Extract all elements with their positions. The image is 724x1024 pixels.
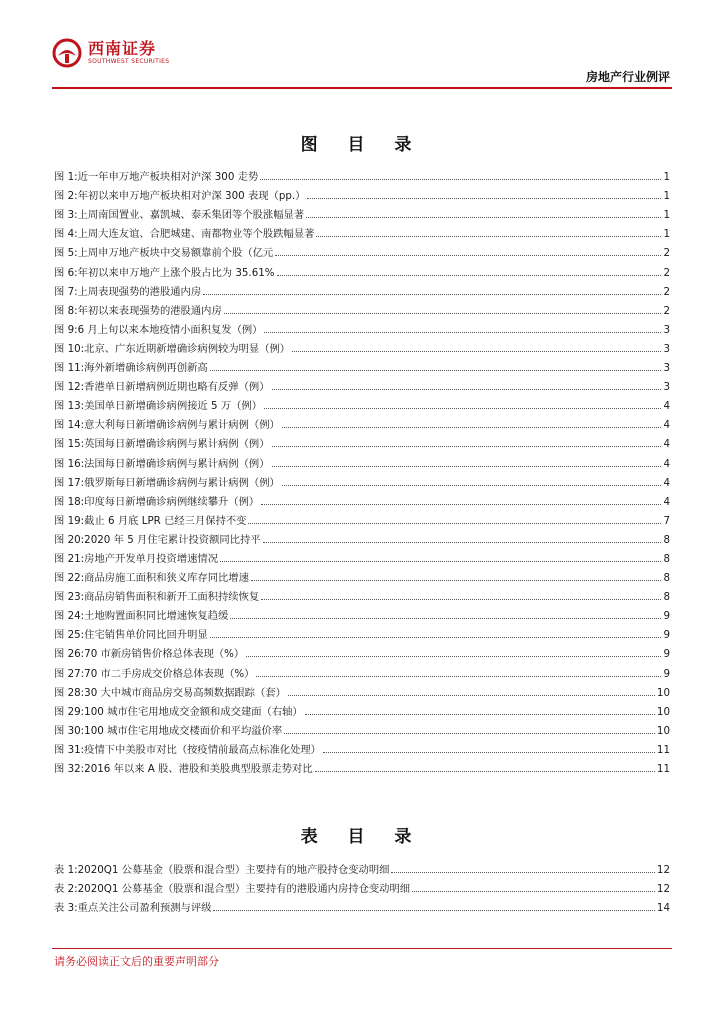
toc-entry-number: 图 2: <box>54 190 78 203</box>
header-divider <box>52 87 672 89</box>
toc-entry-number: 图 12: <box>54 381 85 394</box>
toc-entry-page: 1 <box>663 171 670 184</box>
toc-entry-page: 10 <box>656 686 670 699</box>
toc-leader-dots <box>203 294 661 295</box>
toc-leader-dots <box>307 198 661 199</box>
figure-toc-entry[interactable] <box>54 259 670 278</box>
toc-leader-dots <box>284 733 655 734</box>
toc-leader-dots <box>391 872 654 873</box>
toc-entry-title: 重点关注公司盈利预测与评级 <box>77 902 212 915</box>
toc-entry-page: 14 <box>656 902 670 915</box>
toc-entry-page: 3 <box>663 362 670 375</box>
toc-leader-dots <box>282 485 662 486</box>
toc-entry-number: 图 19: <box>54 514 85 527</box>
toc-entry-number: 图 32: <box>54 763 85 775</box>
figure-toc-entry[interactable] <box>54 279 670 298</box>
toc-entry-title: 2020Q1 公募基金（股票和混合型）主要持有的港股通内房持仓变动明细 <box>77 883 411 896</box>
toc-entry-title: 法国每日新增确诊病例与累计病例（例） <box>84 457 270 470</box>
toc-leader-dots <box>412 891 655 892</box>
figures-toc-title: 图 目 录 <box>300 135 424 155</box>
toc-leader-dots <box>230 618 661 619</box>
toc-entry-page: 2 <box>663 266 670 279</box>
table-toc-entry[interactable] <box>54 895 670 914</box>
toc-entry-page: 8 <box>663 572 670 585</box>
figure-toc-entry[interactable] <box>54 202 670 221</box>
toc-entry-title: 100 城市住宅用地成交楼面价和平均溢价率 <box>84 724 283 737</box>
figure-toc-entry[interactable] <box>54 565 670 584</box>
toc-entry-page: 1 <box>663 228 670 241</box>
toc-entry-title: 2020Q1 公募基金（股票和混合型）主要持有的地产股持仓变动明细 <box>77 864 390 877</box>
figure-toc-entry[interactable] <box>54 221 670 240</box>
toc-entry-number: 图 3: <box>54 209 78 222</box>
page-header <box>52 30 672 88</box>
toc-entry-number: 图 15: <box>54 438 85 451</box>
figure-toc-entry[interactable] <box>54 355 670 374</box>
toc-entry-page: 9 <box>663 667 670 680</box>
toc-leader-dots <box>306 217 661 218</box>
tables-toc-title: 表 目 录 <box>300 827 424 847</box>
figure-toc-entry[interactable] <box>54 336 670 355</box>
figure-toc-entry[interactable] <box>54 527 670 546</box>
toc-leader-dots <box>210 637 662 638</box>
figure-toc-entry[interactable] <box>54 240 670 259</box>
toc-entry-title: 2020 年 5 月住宅累计投资额同比持平 <box>84 533 261 546</box>
figure-toc-entry[interactable] <box>54 431 670 450</box>
figure-toc-entry[interactable] <box>54 470 670 489</box>
toc-entry-title: 商品房施工面积和狭义库存同比增速 <box>84 572 249 585</box>
figure-toc-entry[interactable] <box>54 164 670 183</box>
toc-leader-dots <box>260 179 661 180</box>
toc-entry-page: 4 <box>663 476 670 489</box>
toc-entry-title: 北京、广东近期新增确诊病例较为明显（例） <box>84 342 291 355</box>
toc-entry-page: 9 <box>663 629 670 642</box>
toc-entry-number: 图 14: <box>54 419 85 432</box>
toc-entry-title: 年初以来表现强势的港股通内房 <box>77 304 222 317</box>
toc-entry-title: 30 大中城市商品房交易高频数据跟踪（套） <box>84 686 286 699</box>
toc-entry-title: 2016 年以来 A 股、港股和美股典型股票走势对比 <box>84 763 313 775</box>
tables-toc-list <box>54 857 670 914</box>
toc-leader-dots <box>282 427 662 428</box>
toc-entry-number: 图 11: <box>54 362 85 375</box>
toc-entry-number: 图 30: <box>54 724 85 737</box>
toc-entry-page: 3 <box>663 342 670 355</box>
toc-entry-number: 图 27: <box>54 667 85 680</box>
toc-entry-title: 土地购置面积同比增速恢复趋缓 <box>84 610 229 623</box>
figure-toc-entry[interactable] <box>54 374 670 393</box>
toc-entry-page: 1 <box>663 190 670 203</box>
toc-entry-page: 2 <box>663 304 670 317</box>
toc-entry-number: 图 20: <box>54 533 85 546</box>
toc-entry-title: 近一年申万地产板块相对沪深 300 走势 <box>77 171 259 184</box>
toc-entry-page: 7 <box>663 514 670 527</box>
toc-leader-dots <box>246 656 661 657</box>
toc-entry-title: 年初以来申万地产上涨个股占比为 35.61% <box>77 266 275 279</box>
toc-entry-number: 表 3: <box>54 902 78 915</box>
figure-toc-entry[interactable] <box>54 183 670 202</box>
toc-entry-page: 9 <box>663 648 670 661</box>
toc-entry-number: 图 24: <box>54 610 85 623</box>
toc-entry-title: 香港单日新增病例近期也略有反弹（例） <box>84 381 270 394</box>
brand-logo <box>52 38 169 68</box>
toc-entry-number: 图 18: <box>54 495 85 508</box>
toc-entry-page: 4 <box>663 495 670 508</box>
toc-entry-number: 图 21: <box>54 552 85 565</box>
toc-entry-number: 图 9: <box>54 323 78 336</box>
toc-entry-title: 上周表现强势的港股通内房 <box>77 285 202 298</box>
toc-leader-dots <box>272 446 662 447</box>
toc-entry-page: 9 <box>663 610 670 623</box>
toc-entry-title: 商品房销售面积和新开工面积持续恢复 <box>84 591 260 604</box>
figure-toc-entry[interactable] <box>54 603 670 622</box>
figure-toc-entry[interactable] <box>54 699 670 718</box>
toc-entry-title: 海外新增确诊病例再创新高 <box>84 362 208 375</box>
toc-leader-dots <box>323 752 655 753</box>
toc-leader-dots <box>264 408 661 409</box>
toc-entry-title: 截止 6 月底 LPR 已经三月保持不变 <box>84 514 247 527</box>
figure-toc-entry[interactable] <box>54 680 670 699</box>
toc-leader-dots <box>305 714 655 715</box>
toc-leader-dots <box>272 389 662 390</box>
toc-leader-dots <box>315 771 655 772</box>
report-type: 房地产行业例评 <box>585 70 670 84</box>
toc-entry-title: 6 月上旬以来本地疫情小面积复发（例） <box>77 323 263 336</box>
figure-toc-entry[interactable] <box>54 393 670 412</box>
toc-entry-number: 图 31: <box>54 743 85 756</box>
toc-entry-number: 图 16: <box>54 457 85 470</box>
toc-entry-page: 4 <box>663 438 670 451</box>
toc-entry-number: 图 23: <box>54 591 85 604</box>
toc-leader-dots <box>220 561 661 562</box>
figure-toc-entry[interactable] <box>54 584 670 603</box>
figure-toc-entry[interactable] <box>54 622 670 641</box>
toc-leader-dots <box>277 275 662 276</box>
toc-leader-dots <box>316 236 661 237</box>
figure-toc-entry[interactable] <box>54 641 670 660</box>
toc-leader-dots <box>264 332 661 333</box>
toc-entry-title: 俄罗斯每日新增确诊病例与累计病例（例） <box>84 476 280 489</box>
figure-toc-entry[interactable] <box>54 508 670 527</box>
toc-entry-title: 意大利每日新增确诊病例与累计病例（例） <box>84 419 280 432</box>
figures-toc-list <box>54 164 670 775</box>
toc-entry-page: 2 <box>663 285 670 298</box>
toc-leader-dots <box>272 466 662 467</box>
footer-divider <box>52 948 672 949</box>
toc-entry-page: 10 <box>656 705 670 718</box>
toc-entry-number: 图 22: <box>54 572 85 585</box>
toc-leader-dots <box>248 523 661 524</box>
toc-entry-number: 图 29: <box>54 705 85 718</box>
toc-entry-page: 1 <box>663 209 670 222</box>
toc-entry-page: 8 <box>663 552 670 565</box>
toc-entry-title: 上周大连友谊、合肥城建、南都物业等个股跌幅显著 <box>77 228 315 241</box>
toc-leader-dots <box>256 676 661 677</box>
toc-entry-page: 8 <box>663 591 670 604</box>
table-toc-entry[interactable] <box>54 876 670 895</box>
toc-leader-dots <box>261 599 661 600</box>
toc-entry-page: 4 <box>663 457 670 470</box>
figure-toc-entry[interactable] <box>54 737 670 756</box>
toc-entry-title: 年初以来申万地产板块相对沪深 300 表现（pp.） <box>77 190 306 203</box>
toc-entry-title: 房地产开发单月投资增速情况 <box>84 552 219 565</box>
toc-entry-title: 70 市新房销售价格总体表现（%） <box>84 648 245 661</box>
toc-entry-title: 印度每日新增确诊病例继续攀升（例） <box>84 495 260 508</box>
toc-entry-page: 4 <box>663 419 670 432</box>
toc-leader-dots <box>224 313 662 314</box>
toc-entry-number: 图 13: <box>54 400 85 413</box>
toc-leader-dots <box>263 542 662 543</box>
toc-entry-title: 美国单日新增确诊病例接近 5 万（例） <box>84 400 263 413</box>
toc-entry-number: 图 26: <box>54 648 85 661</box>
figure-toc-entry[interactable] <box>54 412 670 431</box>
toc-entry-number: 图 7: <box>54 285 78 298</box>
brand-name-en: SOUTHWEST SECURITIES <box>88 58 170 65</box>
toc-leader-dots <box>210 370 662 371</box>
brand-name-cn: 西南证券 <box>88 39 157 58</box>
toc-entry-page: 3 <box>663 381 670 394</box>
toc-entry-page: 8 <box>663 533 670 546</box>
toc-entry-number: 图 28: <box>54 686 85 699</box>
toc-leader-dots <box>213 910 654 911</box>
footer-disclaimer: 请务必阅读正文后的重要声明部分 <box>54 955 219 968</box>
toc-leader-dots <box>251 580 662 581</box>
figure-toc-entry[interactable] <box>54 450 670 469</box>
toc-entry-number: 图 10: <box>54 342 85 355</box>
toc-leader-dots <box>292 351 661 352</box>
toc-entry-number: 图 17: <box>54 476 85 489</box>
brand-logo-icon <box>52 38 82 68</box>
toc-leader-dots <box>275 255 661 256</box>
toc-entry-number: 图 25: <box>54 629 85 642</box>
figure-toc-entry[interactable] <box>54 546 670 565</box>
toc-entry-number: 图 4: <box>54 228 78 241</box>
toc-entry-number: 表 2: <box>54 883 78 896</box>
toc-entry-title: 上周南国置业、嘉凯城、泰禾集团等个股涨幅显著 <box>77 209 305 222</box>
toc-leader-dots <box>288 695 655 696</box>
figure-toc-entry[interactable] <box>54 489 670 508</box>
figure-toc-entry[interactable] <box>54 317 670 336</box>
figure-toc-entry[interactable] <box>54 718 670 737</box>
toc-leader-dots <box>261 504 661 505</box>
toc-entry-page: 12 <box>656 883 670 896</box>
toc-entry-number: 图 1: <box>54 171 78 184</box>
toc-entry-page: 12 <box>656 864 670 877</box>
figure-toc-entry[interactable] <box>54 298 670 317</box>
toc-entry-page: 4 <box>663 400 670 413</box>
toc-entry-title: 疫情下中美股市对比（按疫情前最高点标准化处理） <box>84 743 321 756</box>
toc-entry-number: 图 5: <box>54 247 78 260</box>
toc-entry-page: 2 <box>663 247 670 260</box>
toc-entry-number: 图 8: <box>54 304 78 317</box>
toc-entry-title: 住宅销售单价同比回升明显 <box>84 629 208 642</box>
toc-entry-number: 表 1: <box>54 864 78 877</box>
figure-toc-entry[interactable] <box>54 756 670 775</box>
toc-entry-page: 3 <box>663 323 670 336</box>
toc-entry-title: 上周申万地产板块中交易额靠前个股（亿元 <box>77 247 274 260</box>
toc-entry-page: 11 <box>656 743 670 756</box>
toc-entry-number: 图 6: <box>54 266 78 279</box>
toc-entry-title: 70 市二手房成交价格总体表现（%） <box>84 667 255 680</box>
table-toc-entry[interactable] <box>54 857 670 876</box>
toc-entry-page: 11 <box>656 763 670 775</box>
toc-entry-page: 10 <box>656 724 670 737</box>
toc-entry-title: 英国每日新增确诊病例与累计病例（例） <box>84 438 270 451</box>
figure-toc-entry[interactable] <box>54 660 670 679</box>
toc-entry-title: 100 城市住宅用地成交金额和成交建面（右轴） <box>84 705 303 718</box>
